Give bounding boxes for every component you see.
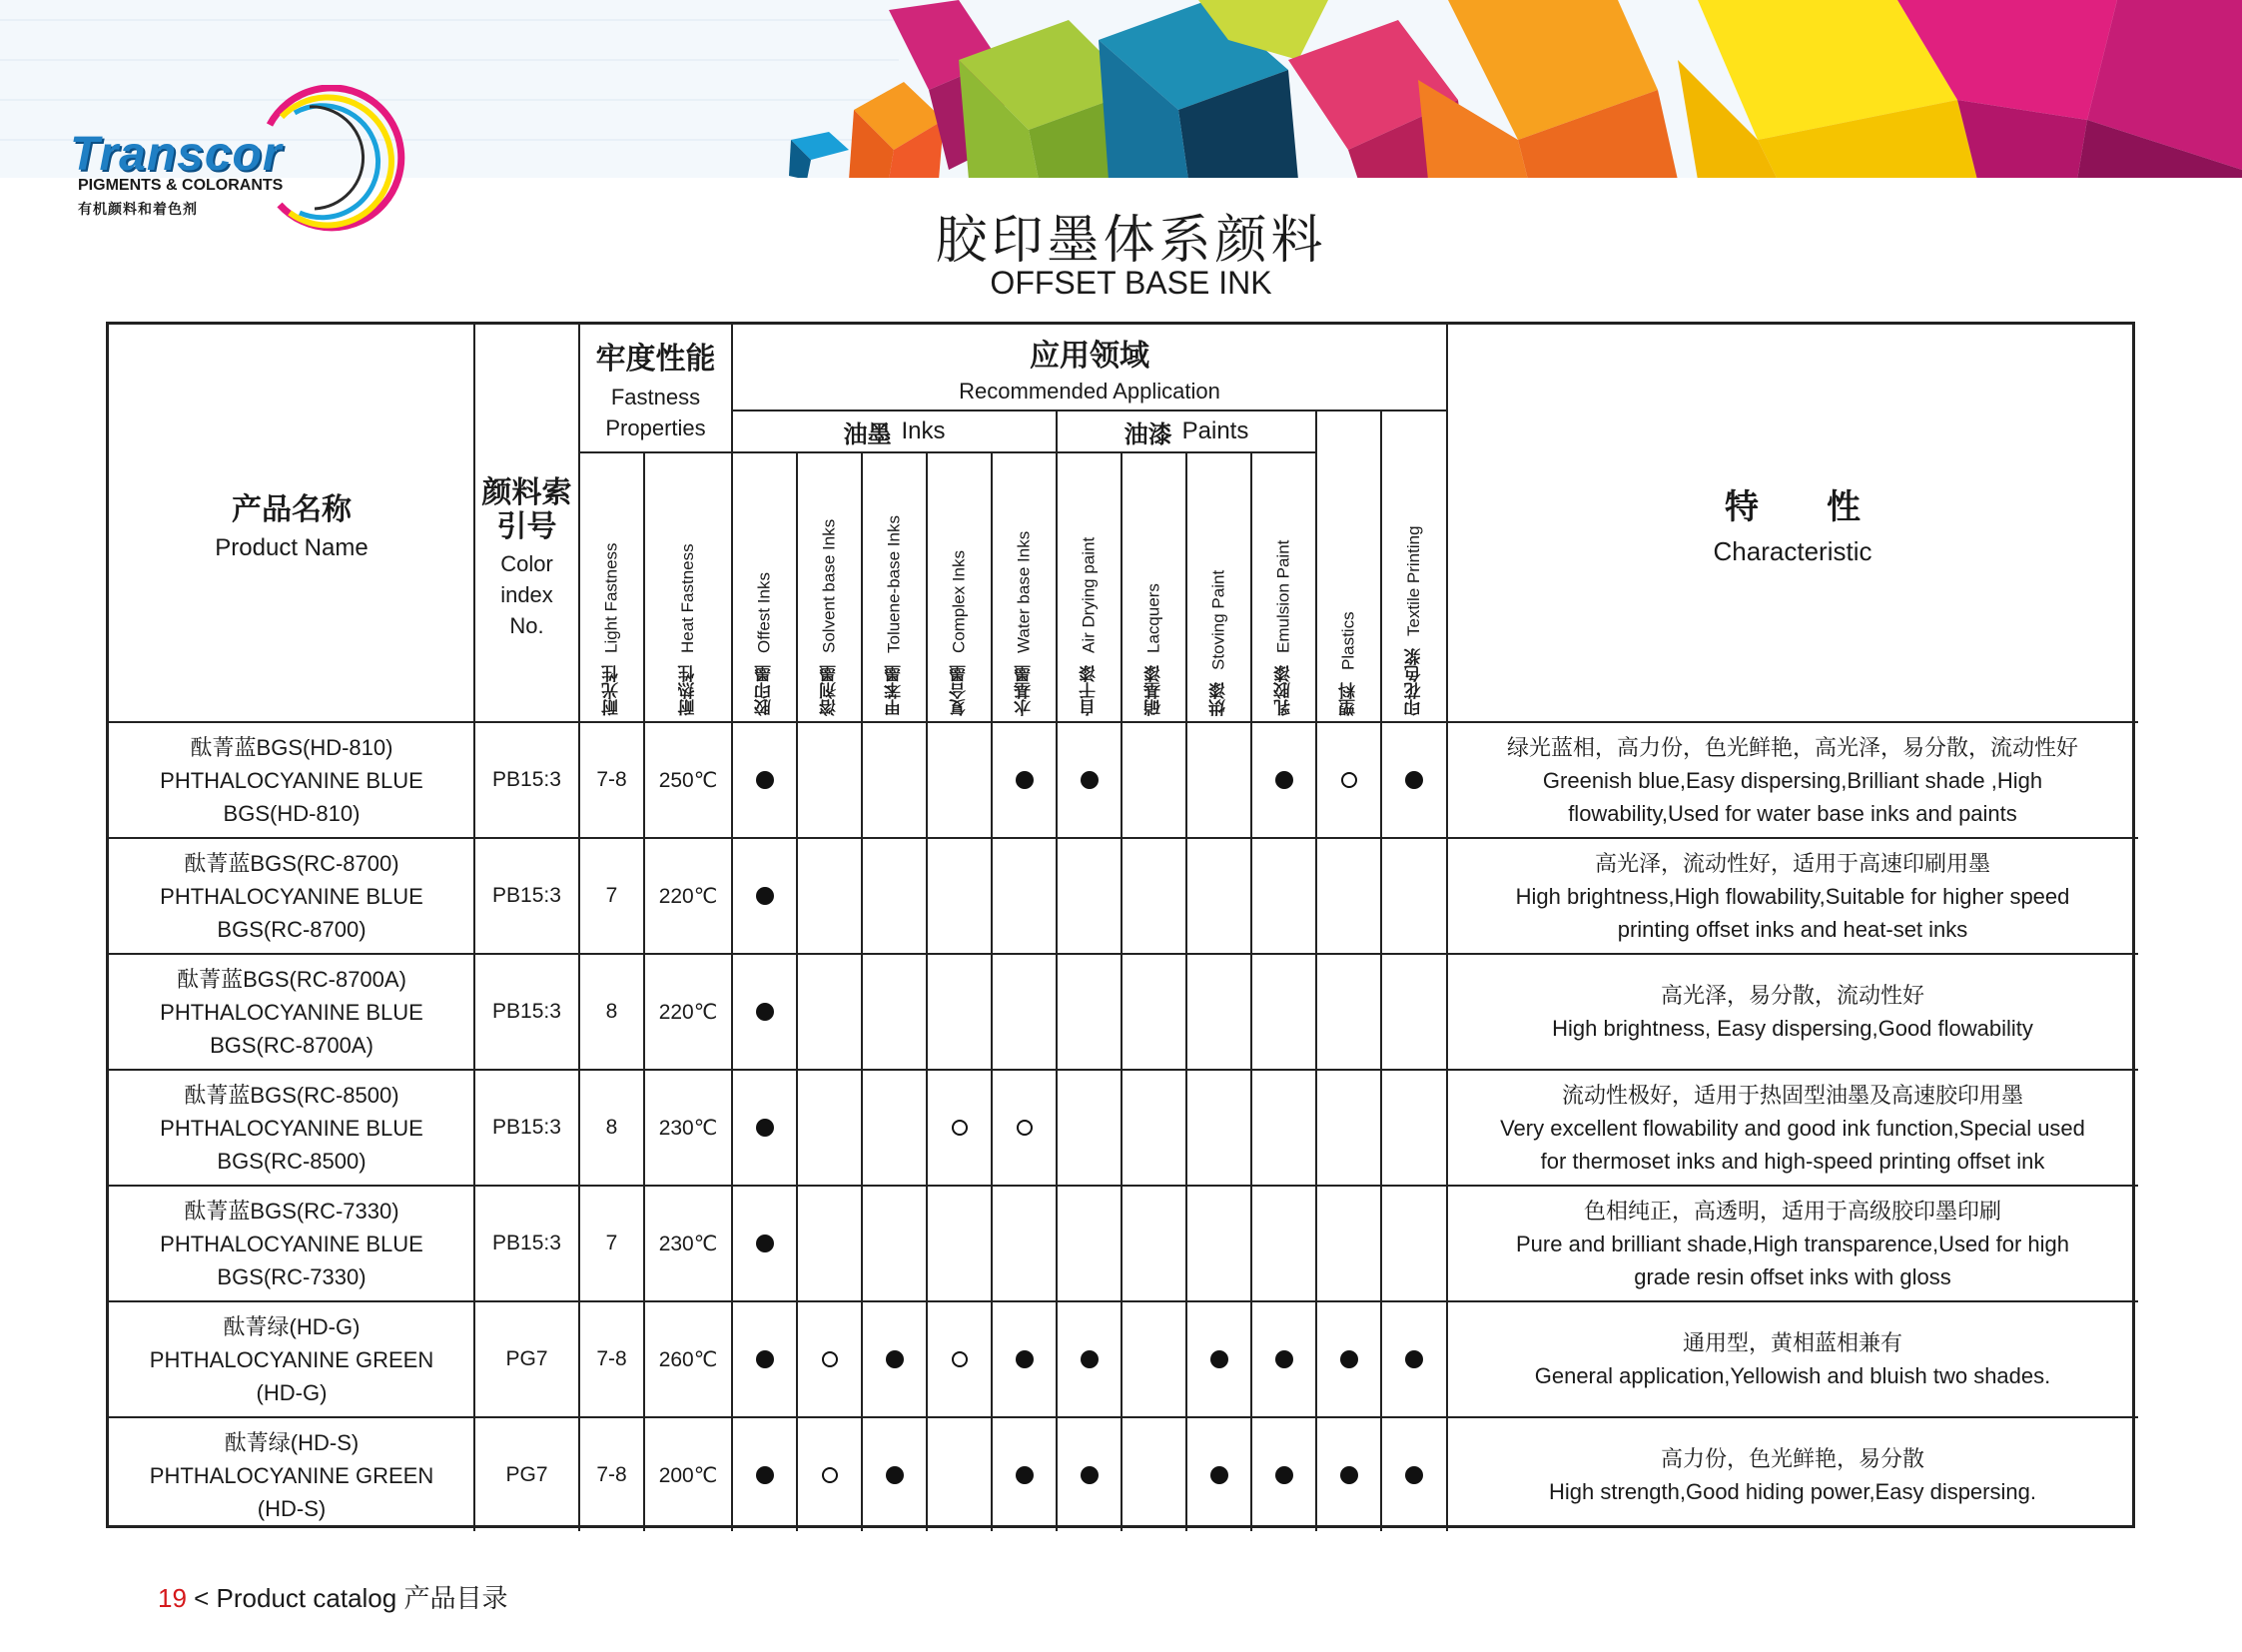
- column-header-2: [732, 452, 797, 722]
- application-mark-cell: [992, 1186, 1057, 1301]
- table-gridline: [1446, 325, 1448, 1531]
- product-name-en-2: (HD-S): [257, 1495, 327, 1521]
- color-index: PB15:3: [492, 1000, 561, 1023]
- heat-fastness-cell: [644, 954, 732, 1070]
- column-header-en: Lacquers: [1143, 583, 1163, 653]
- product-name-cell: [109, 1186, 474, 1301]
- characteristic-en-2: grade resin offset inks with gloss: [1634, 1263, 1951, 1289]
- characteristic-en: General application,Yellowish and bluish two shades.: [1534, 1363, 2051, 1388]
- product-name-cell: [109, 954, 474, 1070]
- product-name-en: PHTHALOCYANINE GREEN: [149, 1346, 434, 1372]
- filled-dot-icon: [1210, 1350, 1228, 1368]
- column-header-cn: 水基墨: [1015, 665, 1035, 716]
- filled-dot-icon: [756, 771, 774, 789]
- product-name-en: PHTHALOCYANINE BLUE: [160, 883, 423, 909]
- application-mark-cell: [797, 1186, 862, 1301]
- column-header-en: Toluene-base Inks: [884, 515, 904, 653]
- brand-name: Transcor: [70, 128, 283, 181]
- column-header-cn: 耐光性: [602, 665, 622, 716]
- column-header-en: Heat Fastness: [678, 543, 697, 653]
- header-characteristic-en: Characteristic: [1713, 536, 1872, 566]
- filled-dot-icon: [886, 1350, 904, 1368]
- table-gridline: [796, 452, 798, 1531]
- light-fastness: 8: [605, 1116, 618, 1139]
- table-gridline: [109, 721, 2138, 723]
- table-gridline: [109, 1185, 2138, 1187]
- product-name-cell: [109, 722, 474, 838]
- characteristic-cn: 色相纯正，高透明，适用于高级胶印墨印刷: [1583, 1198, 2001, 1224]
- column-header-en: Solvent base Inks: [819, 518, 839, 653]
- header-index-en: Color index No.: [500, 550, 553, 638]
- table-gridline: [1121, 452, 1122, 1531]
- product-name-en: PHTHALOCYANINE GREEN: [149, 1462, 434, 1488]
- application-mark-cell: [1186, 1417, 1251, 1533]
- characteristic-cn: 高光泽，流动性好，适用于高速印刷用墨: [1594, 850, 1990, 876]
- column-header-cn: 塑料: [1339, 682, 1359, 716]
- column-header-cn: 印花色浆: [1404, 648, 1425, 716]
- filled-dot-icon: [1275, 1350, 1293, 1368]
- table-gridline: [1315, 411, 1317, 1531]
- color-index-cell: [474, 838, 579, 954]
- application-mark-cell: [927, 722, 992, 838]
- page-number: 19: [158, 1583, 187, 1613]
- open-circle-icon: [952, 1351, 968, 1367]
- application-mark-cell: [1251, 838, 1316, 954]
- color-index: PB15:3: [492, 768, 561, 791]
- application-mark-cell: [1251, 1186, 1316, 1301]
- open-circle-icon: [952, 1120, 968, 1136]
- characteristic-cell: [1447, 838, 2138, 954]
- characteristic-en: Greenish blue,Easy dispersing,Brilliant shade ,High: [1542, 767, 2043, 793]
- heat-fastness: 250℃: [658, 768, 718, 792]
- characteristic-en: High strength,Good hiding power,Easy dispersing.: [1549, 1479, 2036, 1504]
- table-gridline: [1250, 452, 1252, 1531]
- product-name-en-2: BGS(RC-7330): [217, 1263, 367, 1289]
- color-index: PB15:3: [492, 1232, 561, 1254]
- product-name-cn: 酞菁蓝BGS(RC-7330): [184, 1198, 399, 1224]
- characteristic-en-2: flowability,Used for water base inks and paints: [1568, 800, 2017, 826]
- application-mark-cell: [1186, 1070, 1251, 1186]
- header-paints-cn: 油漆: [1123, 418, 1172, 448]
- color-index-cell: [474, 722, 579, 838]
- application-mark-cell: [1316, 1417, 1381, 1533]
- application-mark-cell: [927, 1186, 992, 1301]
- application-mark-cell: [797, 954, 862, 1070]
- application-mark-cell: [1057, 838, 1121, 954]
- color-index-cell: [474, 1417, 579, 1533]
- characteristic-cn: 通用型，黄相蓝相兼有: [1682, 1330, 1902, 1355]
- open-circle-icon: [1017, 1120, 1033, 1136]
- product-table: [106, 322, 2135, 1528]
- heat-fastness-cell: [644, 722, 732, 838]
- application-mark-cell: [1121, 954, 1186, 1070]
- product-name-cn: 酞菁蓝BGS(HD-810): [190, 734, 393, 760]
- column-header-en: Emulsion Paint: [1273, 539, 1293, 653]
- application-mark-cell: [1251, 1417, 1316, 1533]
- column-header-en: Plastics: [1338, 611, 1358, 670]
- column-header-4: [862, 452, 927, 722]
- table-gridline: [109, 1069, 2138, 1071]
- application-mark-cell: [732, 954, 797, 1070]
- application-mark-cell: [797, 1070, 862, 1186]
- application-mark-cell: [1057, 1070, 1121, 1186]
- column-header-cn: 耐热性: [678, 665, 699, 716]
- application-mark-cell: [1381, 722, 1447, 838]
- column-header-6: [992, 452, 1057, 722]
- column-header-1: [644, 452, 732, 722]
- heat-fastness-cell: [644, 1301, 732, 1417]
- product-name-cell: [109, 1417, 474, 1533]
- column-header-cn: 硝基漆: [1144, 665, 1164, 716]
- filled-dot-icon: [1275, 1466, 1293, 1484]
- column-header-en: Textile Printing: [1404, 525, 1423, 636]
- open-circle-icon: [1341, 772, 1357, 788]
- table-gridline: [991, 452, 993, 1531]
- application-mark-cell: [797, 838, 862, 954]
- characteristic-cn: 绿光蓝相，高力份，色光鲜艳，高光泽，易分散，流动性好: [1506, 734, 2078, 760]
- light-fastness-cell: [579, 1070, 644, 1186]
- filled-dot-icon: [756, 1350, 774, 1368]
- column-header-cn: 乳胶漆: [1274, 665, 1294, 716]
- column-header-3: [797, 452, 862, 722]
- column-header-en: Complex Inks: [949, 550, 969, 653]
- application-mark-cell: [862, 722, 927, 838]
- table-gridline: [579, 451, 732, 453]
- column-header-en: Water base Inks: [1014, 530, 1034, 653]
- header-inks-en: Inks: [901, 417, 946, 444]
- characteristic-en: Pure and brilliant shade,High transparence,Used for high: [1516, 1231, 2069, 1256]
- column-header-en: Air Drying paint: [1079, 536, 1099, 653]
- brand-tagline-en: PIGMENTS & COLORANTS: [78, 177, 284, 194]
- application-mark-cell: [992, 1417, 1057, 1533]
- application-mark-cell: [862, 1417, 927, 1533]
- light-fastness-cell: [579, 954, 644, 1070]
- column-header-en: Stoving Paint: [1208, 569, 1228, 670]
- product-name-en: PHTHALOCYANINE BLUE: [160, 999, 423, 1025]
- heat-fastness: 230℃: [658, 1232, 718, 1255]
- application-mark-cell: [1381, 1417, 1447, 1533]
- light-fastness-cell: [579, 1186, 644, 1301]
- application-mark-cell: [1057, 722, 1121, 838]
- light-fastness-cell: [579, 1301, 644, 1417]
- header-product-cn: 产品名称: [232, 492, 352, 527]
- application-mark-cell: [1186, 1186, 1251, 1301]
- filled-dot-icon: [1405, 1350, 1423, 1368]
- color-index: PB15:3: [492, 884, 561, 907]
- filled-dot-icon: [886, 1466, 904, 1484]
- filled-dot-icon: [756, 1235, 774, 1252]
- heat-fastness: 220℃: [658, 1000, 718, 1024]
- application-mark-cell: [1381, 838, 1447, 954]
- header-application: [732, 325, 1447, 411]
- application-mark-cell: [927, 1417, 992, 1533]
- table-gridline: [732, 451, 1316, 453]
- heat-fastness-cell: [644, 838, 732, 954]
- table-gridline: [109, 1416, 2138, 1418]
- application-mark-cell: [1251, 1301, 1316, 1417]
- column-header-en: Offest Inks: [754, 572, 774, 653]
- column-header-cn: 甲苯墨: [885, 665, 905, 716]
- application-mark-cell: [797, 722, 862, 838]
- application-mark-cell: [992, 1301, 1057, 1417]
- table-gridline: [1380, 411, 1382, 1531]
- product-name-cn: 酞菁蓝BGS(RC-8500): [184, 1082, 399, 1108]
- product-name-en-2: (HD-G): [256, 1379, 328, 1405]
- application-mark-cell: [1186, 954, 1251, 1070]
- application-mark-cell: [1316, 1186, 1381, 1301]
- product-name-en-2: BGS(RC-8700): [217, 916, 367, 942]
- light-fastness: 7: [605, 884, 618, 907]
- application-mark-cell: [1381, 1301, 1447, 1417]
- product-name-en-2: BGS(RC-8500): [217, 1148, 367, 1174]
- heat-fastness: 220℃: [658, 884, 718, 908]
- column-header-12: [1381, 411, 1447, 722]
- header-paints: [1057, 411, 1316, 452]
- filled-dot-icon: [756, 887, 774, 905]
- table-gridline: [1185, 452, 1187, 1531]
- open-circle-icon: [822, 1467, 838, 1483]
- application-mark-cell: [732, 722, 797, 838]
- product-name-cn: 酞菁蓝BGS(RC-8700): [184, 850, 399, 876]
- table-gridline: [109, 1300, 2138, 1302]
- header-paints-en: Paints: [1181, 417, 1249, 444]
- column-header-cn: 胶印墨: [755, 665, 775, 716]
- table-gridline: [643, 452, 645, 1531]
- application-mark-cell: [1316, 838, 1381, 954]
- product-name-cell: [109, 1070, 474, 1186]
- application-mark-cell: [1121, 1417, 1186, 1533]
- application-mark-cell: [927, 1070, 992, 1186]
- application-mark-cell: [732, 1186, 797, 1301]
- heat-fastness: 260℃: [658, 1347, 718, 1371]
- application-mark-cell: [1057, 954, 1121, 1070]
- application-mark-cell: [862, 1301, 927, 1417]
- characteristic-cell: [1447, 954, 2138, 1070]
- application-mark-cell: [1057, 1417, 1121, 1533]
- product-name-en-2: BGS(RC-8700A): [210, 1032, 374, 1058]
- filled-dot-icon: [756, 1466, 774, 1484]
- light-fastness: 7-8: [596, 1463, 627, 1486]
- table-gridline: [109, 837, 2138, 839]
- table-gridline: [861, 452, 863, 1531]
- header-product-en: Product Name: [215, 534, 369, 561]
- light-fastness: 7: [605, 1232, 618, 1254]
- table-gridline: [109, 953, 2138, 955]
- characteristic-cell: [1447, 1186, 2138, 1301]
- application-mark-cell: [1121, 722, 1186, 838]
- column-header-7: [1057, 452, 1121, 722]
- application-mark-cell: [927, 838, 992, 954]
- application-mark-cell: [862, 838, 927, 954]
- filled-dot-icon: [1081, 1466, 1099, 1484]
- filled-dot-icon: [1016, 771, 1034, 789]
- filled-dot-icon: [1016, 1350, 1034, 1368]
- header-index-cn: 颜料索引号: [481, 474, 572, 544]
- application-mark-cell: [1316, 954, 1381, 1070]
- application-mark-cell: [992, 1070, 1057, 1186]
- header-application-cn: 应用领域: [1030, 339, 1149, 374]
- application-mark-cell: [1121, 1301, 1186, 1417]
- product-name-cn: 酞菁蓝BGS(RC-8700A): [177, 966, 406, 992]
- application-mark-cell: [1121, 838, 1186, 954]
- heat-fastness: 230℃: [658, 1116, 718, 1140]
- application-mark-cell: [1316, 1070, 1381, 1186]
- filled-dot-icon: [1340, 1466, 1358, 1484]
- characteristic-cn: 流动性极好，适用于热固型油墨及高速胶印用墨: [1561, 1082, 2023, 1108]
- column-header-11: [1316, 411, 1381, 722]
- application-mark-cell: [992, 954, 1057, 1070]
- header-fastness: [579, 325, 732, 452]
- light-fastness: 8: [605, 1000, 618, 1023]
- table-gridline: [1056, 411, 1058, 1531]
- application-mark-cell: [732, 838, 797, 954]
- filled-dot-icon: [1081, 771, 1099, 789]
- application-mark-cell: [1251, 1070, 1316, 1186]
- filled-dot-icon: [1016, 1466, 1034, 1484]
- table-gridline: [578, 325, 580, 1531]
- light-fastness: 7-8: [596, 1347, 627, 1370]
- filled-dot-icon: [756, 1003, 774, 1021]
- color-index: PG7: [505, 1347, 548, 1370]
- product-name-en-2: BGS(HD-810): [223, 800, 361, 826]
- color-index-cell: [474, 1186, 579, 1301]
- application-mark-cell: [1251, 722, 1316, 838]
- filled-dot-icon: [1405, 1466, 1423, 1484]
- application-mark-cell: [1057, 1186, 1121, 1301]
- application-mark-cell: [1186, 838, 1251, 954]
- characteristic-en: Very excellent flowability and good ink function,Special used: [1500, 1115, 2085, 1141]
- table-gridline: [732, 410, 1447, 412]
- product-name-cn: 酞菁绿(HD-S): [224, 1429, 360, 1455]
- open-circle-icon: [822, 1351, 838, 1367]
- header-application-en: Recommended Application: [959, 379, 1220, 404]
- page-title-en: OFFSET BASE INK: [990, 265, 1272, 301]
- column-header-cn: 烘漆: [1209, 682, 1229, 716]
- filled-dot-icon: [1340, 1350, 1358, 1368]
- color-index-cell: [474, 1070, 579, 1186]
- filled-dot-icon: [1210, 1466, 1228, 1484]
- application-mark-cell: [927, 954, 992, 1070]
- column-header-cn: 自干漆: [1080, 665, 1100, 716]
- application-mark-cell: [1121, 1186, 1186, 1301]
- heat-fastness: 200℃: [658, 1463, 718, 1487]
- product-name-en: PHTHALOCYANINE BLUE: [160, 1231, 423, 1256]
- application-mark-cell: [1381, 1070, 1447, 1186]
- table-gridline: [926, 452, 928, 1531]
- characteristic-cell: [1447, 1301, 2138, 1417]
- heat-fastness-cell: [644, 1070, 732, 1186]
- column-header-cn: 溶剂墨: [820, 665, 840, 716]
- column-header-en: Light Fastness: [601, 542, 621, 653]
- color-index-cell: [474, 954, 579, 1070]
- light-fastness-cell: [579, 1417, 644, 1533]
- characteristic-en: High brightness,High flowability,Suitable for higher speed: [1515, 883, 2070, 909]
- column-header-5: [927, 452, 992, 722]
- light-fastness-cell: [579, 838, 644, 954]
- application-mark-cell: [862, 1186, 927, 1301]
- light-fastness-cell: [579, 722, 644, 838]
- header-product: [109, 325, 474, 722]
- application-mark-cell: [992, 722, 1057, 838]
- characteristic-en-2: for thermoset inks and high-speed printing offset ink: [1540, 1148, 2045, 1174]
- heat-fastness-cell: [644, 1417, 732, 1533]
- header-characteristic-cn: 特 性: [1725, 487, 1861, 527]
- table-gridline: [473, 325, 475, 1531]
- color-index: PB15:3: [492, 1116, 561, 1139]
- application-mark-cell: [1316, 1301, 1381, 1417]
- header-index: [474, 325, 579, 722]
- application-mark-cell: [797, 1301, 862, 1417]
- header-characteristic: [1447, 325, 2138, 722]
- header-inks: [732, 411, 1057, 452]
- filled-dot-icon: [756, 1119, 774, 1137]
- light-fastness: 7-8: [596, 768, 627, 791]
- characteristic-cell: [1447, 1070, 2138, 1186]
- column-header-0: [579, 452, 644, 722]
- column-header-cn: 复合墨: [950, 665, 970, 716]
- application-mark-cell: [1381, 954, 1447, 1070]
- filled-dot-icon: [1081, 1350, 1099, 1368]
- column-header-10: [1251, 452, 1316, 722]
- filled-dot-icon: [1275, 771, 1293, 789]
- application-mark-cell: [1316, 722, 1381, 838]
- application-mark-cell: [732, 1417, 797, 1533]
- product-name-en: PHTHALOCYANINE BLUE: [160, 1115, 423, 1141]
- characteristic-en-2: printing offset inks and heat-set inks: [1617, 916, 1968, 942]
- application-mark-cell: [862, 954, 927, 1070]
- footer-text: < Product catalog 产品目录: [186, 1583, 508, 1613]
- table-gridline: [731, 325, 733, 1531]
- color-index-cell: [474, 1301, 579, 1417]
- application-mark-cell: [1057, 1301, 1121, 1417]
- application-mark-cell: [1121, 1070, 1186, 1186]
- application-mark-cell: [1186, 722, 1251, 838]
- color-index: PG7: [505, 1463, 548, 1486]
- application-mark-cell: [1251, 954, 1316, 1070]
- application-mark-cell: [992, 838, 1057, 954]
- header-inks-cn: 油墨: [843, 418, 892, 448]
- filled-dot-icon: [1405, 771, 1423, 789]
- characteristic-cn: 高光泽，易分散，流动性好: [1660, 983, 1924, 1008]
- application-mark-cell: [927, 1301, 992, 1417]
- application-mark-cell: [732, 1301, 797, 1417]
- characteristic-cn: 高力份，色光鲜艳，易分散: [1660, 1446, 1924, 1471]
- application-mark-cell: [1186, 1301, 1251, 1417]
- header-fastness-cn: 牢度性能: [595, 342, 716, 377]
- heat-fastness-cell: [644, 1186, 732, 1301]
- application-mark-cell: [862, 1070, 927, 1186]
- characteristic-cell: [1447, 722, 2138, 838]
- application-mark-cell: [1381, 1186, 1447, 1301]
- header-fastness-en: Fastness Properties: [605, 385, 706, 440]
- characteristic-cell: [1447, 1417, 2138, 1533]
- column-header-8: [1121, 452, 1186, 722]
- product-name-en: PHTHALOCYANINE BLUE: [160, 767, 423, 793]
- product-name-cn: 酞菁绿(HD-G): [223, 1313, 361, 1339]
- page-footer: [158, 1578, 507, 1615]
- application-mark-cell: [732, 1070, 797, 1186]
- product-name-cell: [109, 838, 474, 954]
- page-title-cn: 胶印墨体系颜料: [935, 211, 1327, 271]
- column-header-9: [1186, 452, 1251, 722]
- product-name-cell: [109, 1301, 474, 1417]
- application-mark-cell: [797, 1417, 862, 1533]
- characteristic-en: High brightness, Easy dispersing,Good flowability: [1552, 1016, 2033, 1041]
- brand-tagline-cn: 有机颜料和着色剂: [78, 201, 198, 217]
